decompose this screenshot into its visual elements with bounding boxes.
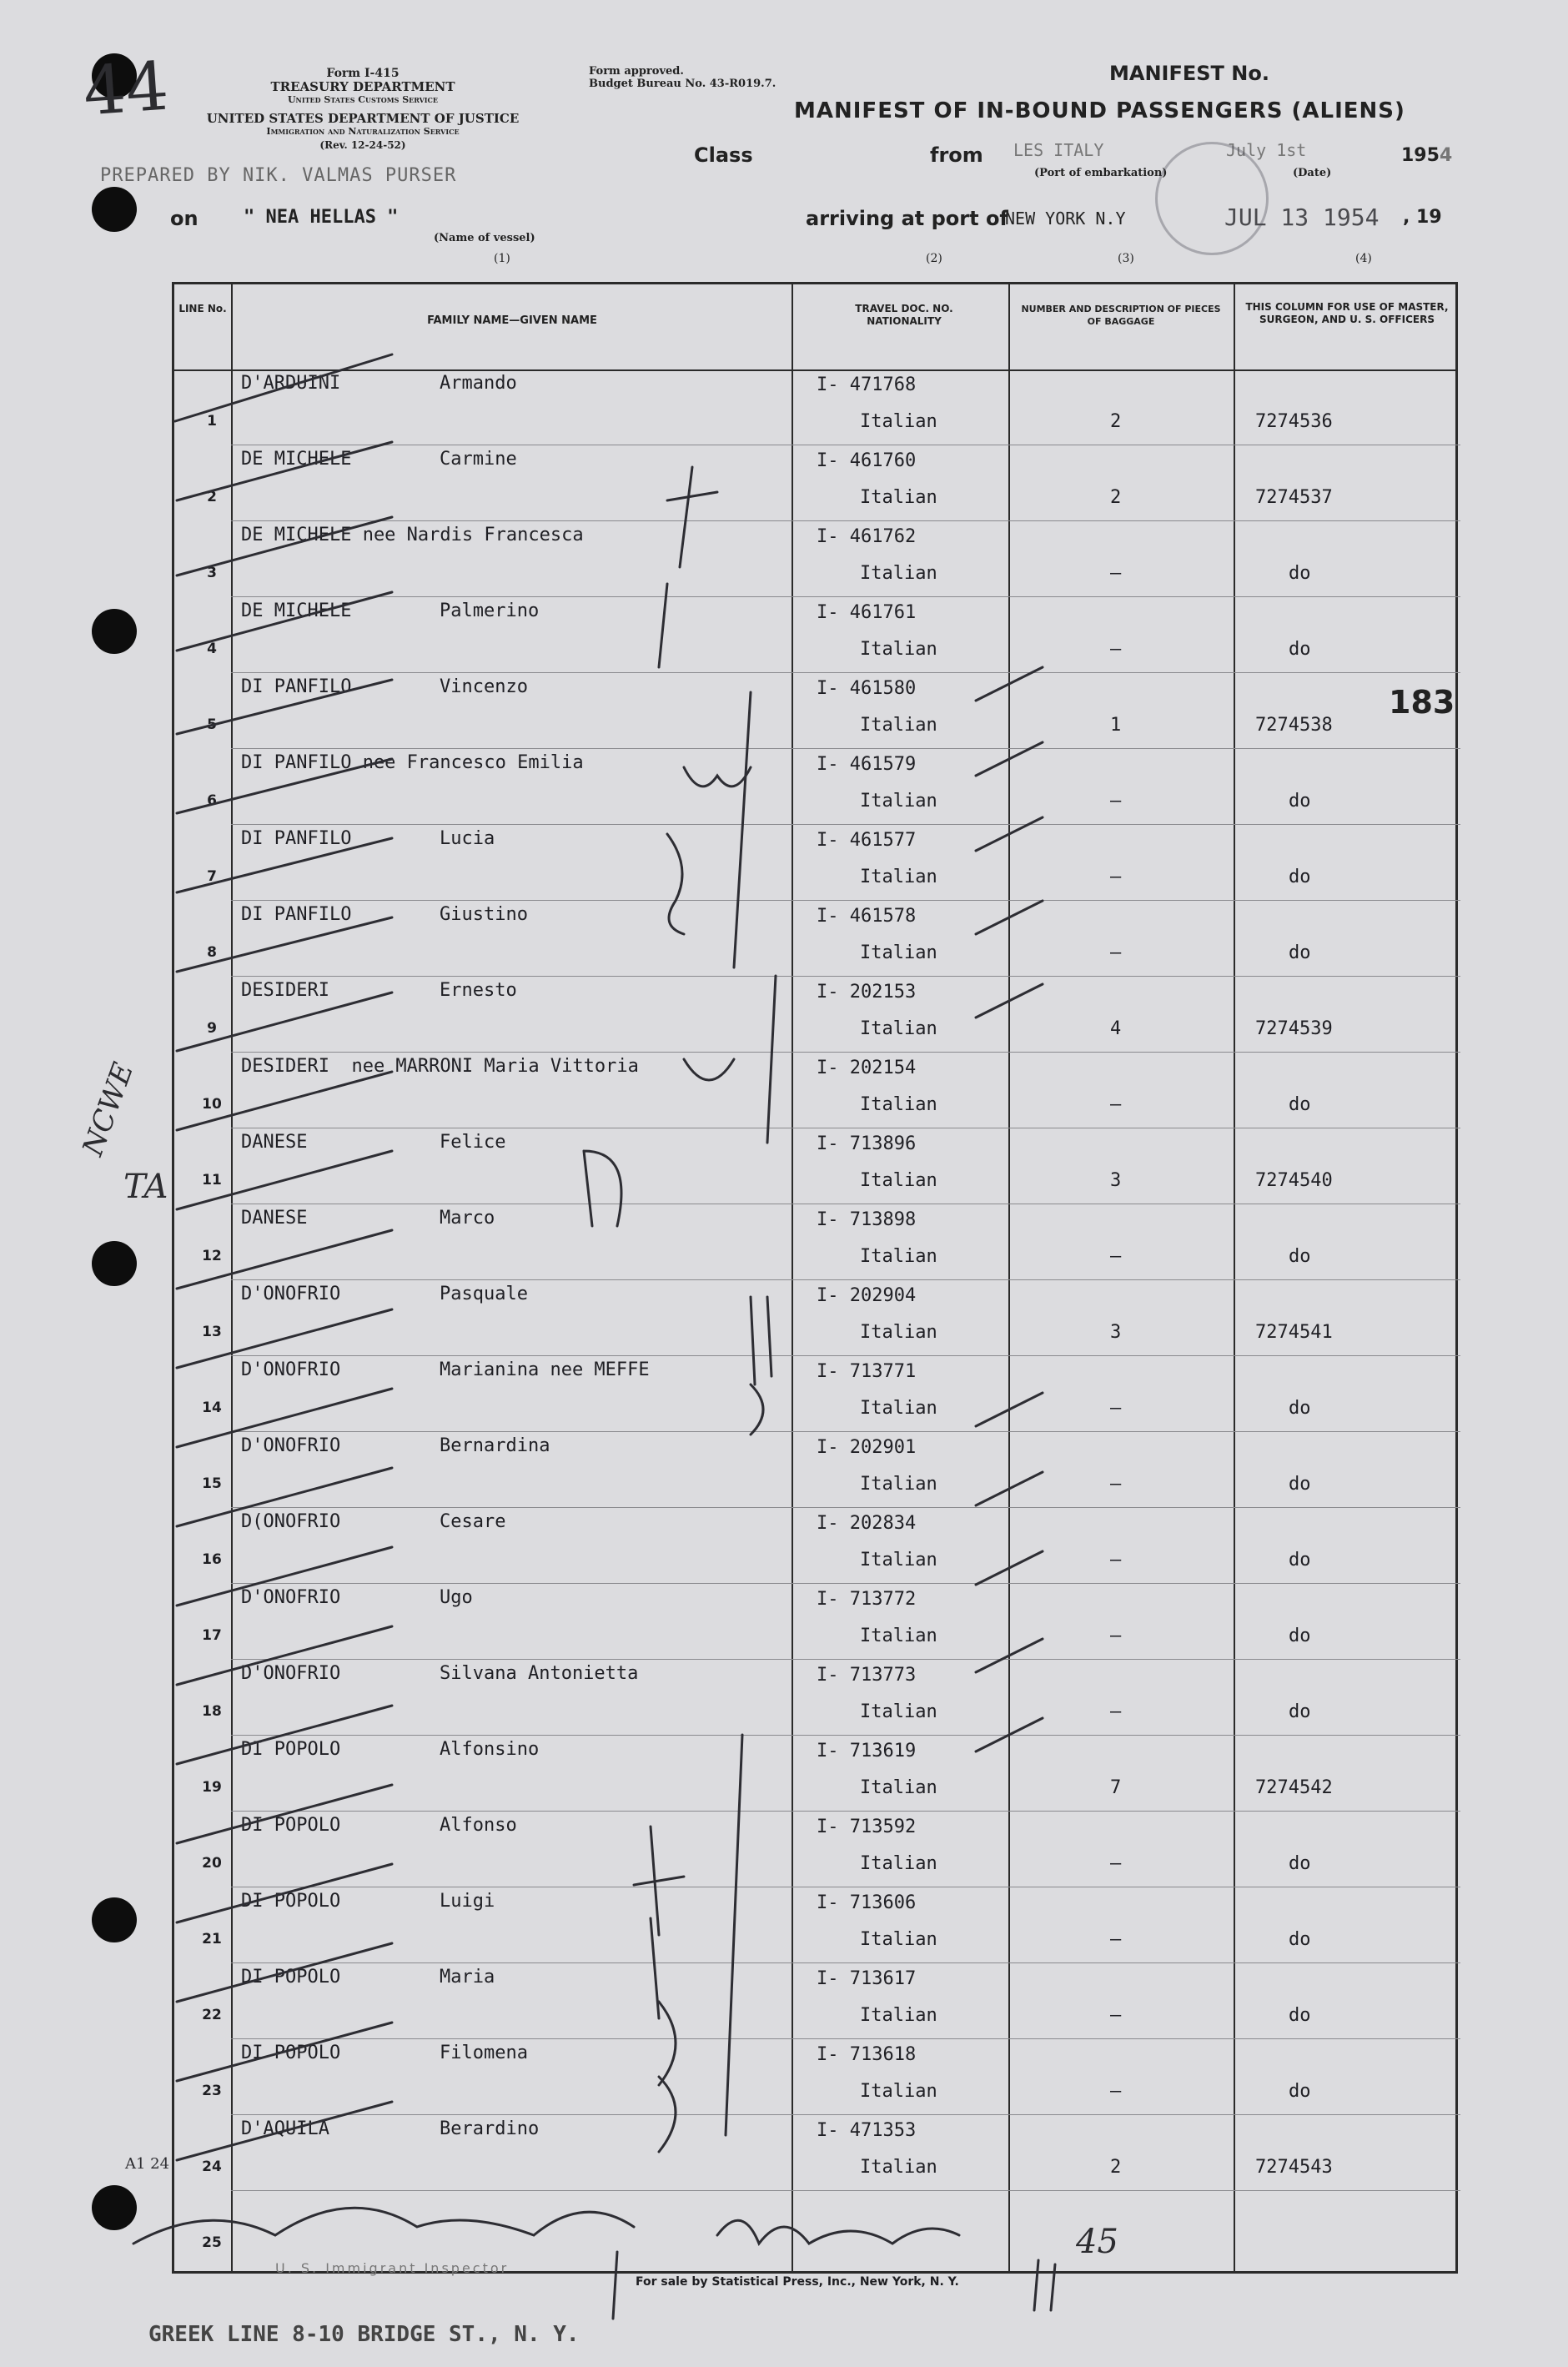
officer-entry: do xyxy=(1289,1094,1311,1115)
binder-hole xyxy=(92,609,137,654)
given-name: Vincenzo xyxy=(440,676,528,697)
table-row xyxy=(174,1053,1460,1128)
given-name: Pasquale xyxy=(440,1284,528,1304)
officer-entry: 7274541 xyxy=(1255,1322,1333,1343)
table-row xyxy=(174,673,1460,749)
officer-entry: 7274543 xyxy=(1255,2157,1333,2178)
travel-doc-number: I- 202834 xyxy=(817,1513,917,1534)
table-row xyxy=(174,1887,1460,1963)
customs-service: United States Customs Service xyxy=(287,94,439,105)
given-name: Marco xyxy=(440,1208,495,1229)
handwritten-count: 45 xyxy=(1076,2223,1118,2261)
margin-note: A1 24 xyxy=(125,2155,170,2173)
binder-hole xyxy=(92,1241,137,1286)
nationality: Italian xyxy=(860,1777,937,1798)
form-approved: Form approved. xyxy=(589,65,684,78)
vessel-name: " NEA HELLAS " xyxy=(244,207,399,228)
justice-block xyxy=(167,112,559,152)
travel-doc-number: I- 713592 xyxy=(817,1817,917,1837)
col-header-line: LINE No. xyxy=(178,303,227,314)
line-number: 16 xyxy=(202,1551,222,1568)
officer-entry: do xyxy=(1289,1626,1311,1646)
table-row xyxy=(174,2191,1460,2267)
given-name: Alfonso xyxy=(440,1815,517,1836)
table-row xyxy=(174,1204,1460,1280)
departure-date: July 1st xyxy=(1226,140,1307,160)
given-name: Giustino xyxy=(440,904,528,925)
family-name: DESIDERI nee MARRONI Maria Vittoria xyxy=(241,1056,639,1077)
baggage-count: – xyxy=(1110,1929,1122,1950)
given-name: Ugo xyxy=(440,1587,473,1608)
given-name: Alfonsino xyxy=(440,1739,540,1760)
table-row xyxy=(174,901,1460,977)
ins-label: Immigration and Naturalization Service xyxy=(266,126,460,137)
travel-doc-number: I- 461578 xyxy=(817,906,917,927)
family-name: DESIDERI xyxy=(241,980,329,1001)
travel-doc-number: I- 471353 xyxy=(817,2120,917,2141)
travel-doc-number: I- 713606 xyxy=(817,1892,917,1913)
binder-hole xyxy=(92,187,137,232)
officer-entry: 7274538 xyxy=(1255,715,1333,736)
line-number: 1 xyxy=(207,413,217,430)
given-name: Luigi xyxy=(440,1891,495,1912)
revision-label: (Rev. 12-24-52) xyxy=(319,139,406,151)
baggage-count: – xyxy=(1110,1474,1122,1495)
line-number: 5 xyxy=(207,716,217,733)
form-info-block xyxy=(225,67,500,107)
officer-entry: 7274539 xyxy=(1255,1018,1333,1039)
travel-doc-number: I- 461580 xyxy=(817,678,917,699)
nationality: Italian xyxy=(860,1246,937,1267)
table-row xyxy=(174,1584,1460,1660)
form-number: Form I-415 xyxy=(326,67,400,80)
line-number: 7 xyxy=(207,868,217,885)
travel-doc-number: I- 461762 xyxy=(817,526,917,547)
family-name: DE MICHELE xyxy=(241,449,352,470)
from-label: from xyxy=(930,143,983,167)
table-row xyxy=(174,2039,1460,2115)
nationality: Italian xyxy=(860,715,937,736)
travel-doc-number: I- 713619 xyxy=(817,1741,917,1761)
baggage-count: – xyxy=(1110,942,1122,963)
travel-doc-number: I- 461577 xyxy=(817,830,917,851)
family-name: D'AQUILA xyxy=(241,2118,329,2139)
treasury-dept: TREASURY DEPARTMENT xyxy=(270,79,455,94)
baggage-count: – xyxy=(1110,1550,1122,1570)
class-label: Class xyxy=(694,143,753,167)
binder-hole xyxy=(92,1897,137,1942)
baggage-count: – xyxy=(1110,2005,1122,2026)
year-prefix: 195 xyxy=(1401,145,1440,166)
table-row xyxy=(174,2115,1460,2191)
baggage-count: – xyxy=(1110,1398,1122,1419)
approval-block xyxy=(589,65,776,90)
officer-entry: do xyxy=(1289,791,1311,812)
travel-doc-number: I- 202153 xyxy=(817,982,917,1003)
sale-note: For sale by Statistical Press, Inc., New York, N. Y. xyxy=(636,2275,959,2289)
given-name: Carmine xyxy=(440,449,517,470)
budget-bureau: Budget Bureau No. 43-R019.7. xyxy=(589,78,776,90)
line-number: 19 xyxy=(202,1779,222,1796)
travel-doc-number: I- 202901 xyxy=(817,1437,917,1458)
baggage-count: – xyxy=(1110,791,1122,812)
baggage-count: 2 xyxy=(1110,2157,1122,2178)
nationality: Italian xyxy=(860,1322,937,1343)
line-number: 3 xyxy=(207,565,217,581)
nationality: Italian xyxy=(860,1626,937,1646)
family-name: DI POPOLO xyxy=(241,1967,341,1988)
arrival-date-stamp: JUL 13 1954 xyxy=(1224,204,1380,231)
family-name: D'ONOFRIO xyxy=(241,1359,341,1380)
officer-entry: 7274536 xyxy=(1255,411,1333,432)
arrival-port: NEW YORK N.Y xyxy=(1005,209,1126,229)
family-name: DI PANFILO xyxy=(241,676,352,697)
officer-entry: do xyxy=(1289,1474,1311,1495)
date-caption: (Date) xyxy=(1293,167,1332,179)
officer-entry: do xyxy=(1289,867,1311,887)
page-stamp-number: 183 xyxy=(1389,684,1455,721)
inspector-caption: U. S. Immigrant Inspector xyxy=(275,2260,510,2276)
baggage-count: – xyxy=(1110,563,1122,584)
baggage-count: 2 xyxy=(1110,411,1122,432)
nationality: Italian xyxy=(860,487,937,508)
year-suffix: 4 xyxy=(1439,145,1453,166)
table-row xyxy=(174,1280,1460,1356)
officer-entry: do xyxy=(1289,2081,1311,2102)
col-number-3: (3) xyxy=(1118,252,1134,265)
port-caption: (Port of embarkation) xyxy=(1034,167,1168,179)
col-number-1: (1) xyxy=(494,252,510,265)
family-name: DANESE xyxy=(241,1208,308,1229)
officer-entry: do xyxy=(1289,2005,1311,2026)
col-number-2: (2) xyxy=(926,252,942,265)
family-name: DI POPOLO xyxy=(241,1815,341,1836)
col-header-travel-doc: TRAVEL DOC. NO. NATIONALITY xyxy=(855,303,953,327)
vessel-caption: (Name of vessel) xyxy=(434,232,535,244)
handwritten-page-number: 44 xyxy=(80,47,171,131)
table-row xyxy=(174,1508,1460,1584)
nationality: Italian xyxy=(860,1094,937,1115)
officer-entry: do xyxy=(1289,1701,1311,1722)
line-number: 10 xyxy=(202,1096,222,1113)
nationality: Italian xyxy=(860,1853,937,1874)
given-name: Marianina nee MEFFE xyxy=(440,1359,650,1380)
nationality: Italian xyxy=(860,411,937,432)
table-row xyxy=(174,1812,1460,1887)
travel-doc-number: I- 461761 xyxy=(817,602,917,623)
line-number: 15 xyxy=(202,1475,222,1492)
travel-doc-number: I- 471768 xyxy=(817,374,917,395)
given-name: Armando xyxy=(440,373,517,394)
family-name: D'ARDUINI xyxy=(241,373,341,394)
nationality: Italian xyxy=(860,1398,937,1419)
passenger-table xyxy=(172,282,1458,2274)
travel-doc-number: I- 713617 xyxy=(817,1968,917,1989)
baggage-count: – xyxy=(1110,1701,1122,1722)
given-name: Silvana Antonietta xyxy=(440,1663,639,1684)
baggage-count: – xyxy=(1110,2081,1122,2102)
nationality: Italian xyxy=(860,1170,937,1191)
travel-doc-number: I- 713772 xyxy=(817,1589,917,1610)
year-label xyxy=(1401,145,1452,166)
baggage-count: 7 xyxy=(1110,1777,1122,1798)
nationality: Italian xyxy=(860,1701,937,1722)
table-row xyxy=(174,977,1460,1053)
table-row xyxy=(174,1432,1460,1508)
table-row xyxy=(174,749,1460,825)
port-of-embarkation: LES ITALY xyxy=(1013,140,1104,160)
justice-dept: UNITED STATES DEPARTMENT OF JUSTICE xyxy=(206,111,520,126)
given-name: Palmerino xyxy=(440,601,540,621)
travel-doc-number: I- 713773 xyxy=(817,1665,917,1686)
nationality: Italian xyxy=(860,1550,937,1570)
arriving-label: arriving at port of xyxy=(806,207,1008,230)
officer-entry: do xyxy=(1289,1246,1311,1267)
family-name: D'ONOFRIO xyxy=(241,1587,341,1608)
officer-entry: do xyxy=(1289,1853,1311,1874)
family-name: DANESE xyxy=(241,1132,308,1153)
binder-hole xyxy=(92,2185,137,2230)
line-number: 11 xyxy=(202,1172,222,1189)
officer-entry: do xyxy=(1289,563,1311,584)
table-row xyxy=(174,1660,1460,1736)
line-number: 14 xyxy=(202,1400,222,1416)
travel-doc-number: I- 713898 xyxy=(817,1209,917,1230)
given-name: Cesare xyxy=(440,1511,506,1532)
line-number: 6 xyxy=(207,792,217,809)
nationality: Italian xyxy=(860,639,937,660)
baggage-count: 3 xyxy=(1110,1170,1122,1191)
travel-doc-number: I- 713896 xyxy=(817,1133,917,1154)
table-row xyxy=(174,445,1460,521)
given-name: Felice xyxy=(440,1132,506,1153)
travel-doc-number: I- 461579 xyxy=(817,754,917,775)
nationality: Italian xyxy=(860,1018,937,1039)
baggage-count: 3 xyxy=(1110,1322,1122,1343)
given-name: Berardino xyxy=(440,2118,540,2139)
officer-entry: do xyxy=(1289,639,1311,660)
travel-doc-number: I- 713618 xyxy=(817,2044,917,2065)
baggage-count: – xyxy=(1110,1626,1122,1646)
baggage-count: 1 xyxy=(1110,715,1122,736)
travel-doc-number: I- 461760 xyxy=(817,450,917,471)
line-number: 2 xyxy=(207,489,217,505)
officer-entry: do xyxy=(1289,1550,1311,1570)
officer-entry: do xyxy=(1289,942,1311,963)
nationality: Italian xyxy=(860,2157,937,2178)
family-name: D'ONOFRIO xyxy=(241,1284,341,1304)
col-header-officers: THIS COLUMN FOR USE OF MASTER, SURGEON, AND U. S. OFFICERS xyxy=(1245,301,1449,325)
table-row xyxy=(174,521,1460,597)
on-label: on xyxy=(170,207,199,230)
col-header-name: FAMILY NAME—GIVEN NAME xyxy=(427,314,597,327)
col-number-4: (4) xyxy=(1355,252,1372,265)
line-number: 25 xyxy=(202,2234,222,2251)
line-number: 9 xyxy=(207,1020,217,1037)
table-row xyxy=(174,369,1460,445)
baggage-count: – xyxy=(1110,1246,1122,1267)
given-name: Filomena xyxy=(440,2043,528,2063)
line-number: 12 xyxy=(202,1248,222,1264)
line-number: 17 xyxy=(202,1627,222,1644)
line-number: 18 xyxy=(202,1703,222,1720)
travel-doc-number: I- 713771 xyxy=(817,1361,917,1382)
line-number: 13 xyxy=(202,1324,222,1340)
family-name: DI PANFILO nee Francesco Emilia xyxy=(241,752,584,773)
line-number: 24 xyxy=(202,2158,222,2175)
line-number: 22 xyxy=(202,2007,222,2023)
family-name: DE MICHELE xyxy=(241,601,352,621)
given-name: Maria xyxy=(440,1967,495,1988)
officer-entry: do xyxy=(1289,1398,1311,1419)
nationality: Italian xyxy=(860,2005,937,2026)
line-number: 8 xyxy=(207,944,217,961)
baggage-count: – xyxy=(1110,867,1122,887)
nationality: Italian xyxy=(860,867,937,887)
family-name: DI POPOLO xyxy=(241,2043,341,2063)
line-number: 21 xyxy=(202,1931,222,1947)
table-row xyxy=(174,1736,1460,1812)
officer-entry: 7274540 xyxy=(1255,1170,1333,1191)
travel-doc-number: I- 202154 xyxy=(817,1058,917,1078)
baggage-count: 2 xyxy=(1110,487,1122,508)
arrival-year-label: , 19 xyxy=(1403,207,1442,228)
family-name: DE MICHELE nee Nardis Francesca xyxy=(241,525,584,545)
table-row xyxy=(174,597,1460,673)
travel-doc-number: I- 202904 xyxy=(817,1285,917,1306)
nationality: Italian xyxy=(860,791,937,812)
col-header-baggage: NUMBER AND DESCRIPTION OF PIECES OF BAGGAGE xyxy=(1021,304,1221,327)
table-row xyxy=(174,1356,1460,1432)
manifest-no-label: MANIFEST No. xyxy=(1109,62,1269,85)
family-name: DI POPOLO xyxy=(241,1739,341,1760)
family-name: DI POPOLO xyxy=(241,1891,341,1912)
line-number: 20 xyxy=(202,1855,222,1872)
nationality: Italian xyxy=(860,2081,937,2102)
nationality: Italian xyxy=(860,563,937,584)
nationality: Italian xyxy=(860,1929,937,1950)
port-stamp-circle xyxy=(1155,142,1269,255)
family-name: D(ONOFRIO xyxy=(241,1511,341,1532)
table-row xyxy=(174,825,1460,901)
margin-note: NCWE xyxy=(76,1058,141,1161)
given-name: Ernesto xyxy=(440,980,517,1001)
prepared-by: PREPARED BY NIK. VALMAS PURSER xyxy=(100,165,457,186)
baggage-count: 4 xyxy=(1110,1018,1122,1039)
officer-entry: 7274537 xyxy=(1255,487,1333,508)
greek-line-stamp: GREEK LINE 8-10 BRIDGE ST., N. Y. xyxy=(148,2322,580,2347)
baggage-count: – xyxy=(1110,1853,1122,1874)
baggage-count: – xyxy=(1110,639,1122,660)
officer-entry: 7274542 xyxy=(1255,1777,1333,1798)
baggage-count: – xyxy=(1110,1094,1122,1115)
line-number: 23 xyxy=(202,2083,222,2099)
nationality: Italian xyxy=(860,942,937,963)
table-row xyxy=(174,1963,1460,2039)
given-name: Bernardina xyxy=(440,1435,550,1456)
given-name: Lucia xyxy=(440,828,495,849)
family-name: D'ONOFRIO xyxy=(241,1435,341,1456)
officer-entry: do xyxy=(1289,1929,1311,1950)
family-name: D'ONOFRIO xyxy=(241,1663,341,1684)
nationality: Italian xyxy=(860,1474,937,1495)
line-number: 4 xyxy=(207,641,217,657)
family-name: DI PANFILO xyxy=(241,828,352,849)
family-name: DI PANFILO xyxy=(241,904,352,925)
margin-note: TA xyxy=(123,1168,168,1206)
table-row xyxy=(174,1128,1460,1204)
manifest-title: MANIFEST OF IN-BOUND PASSENGERS (ALIENS) xyxy=(794,98,1405,123)
